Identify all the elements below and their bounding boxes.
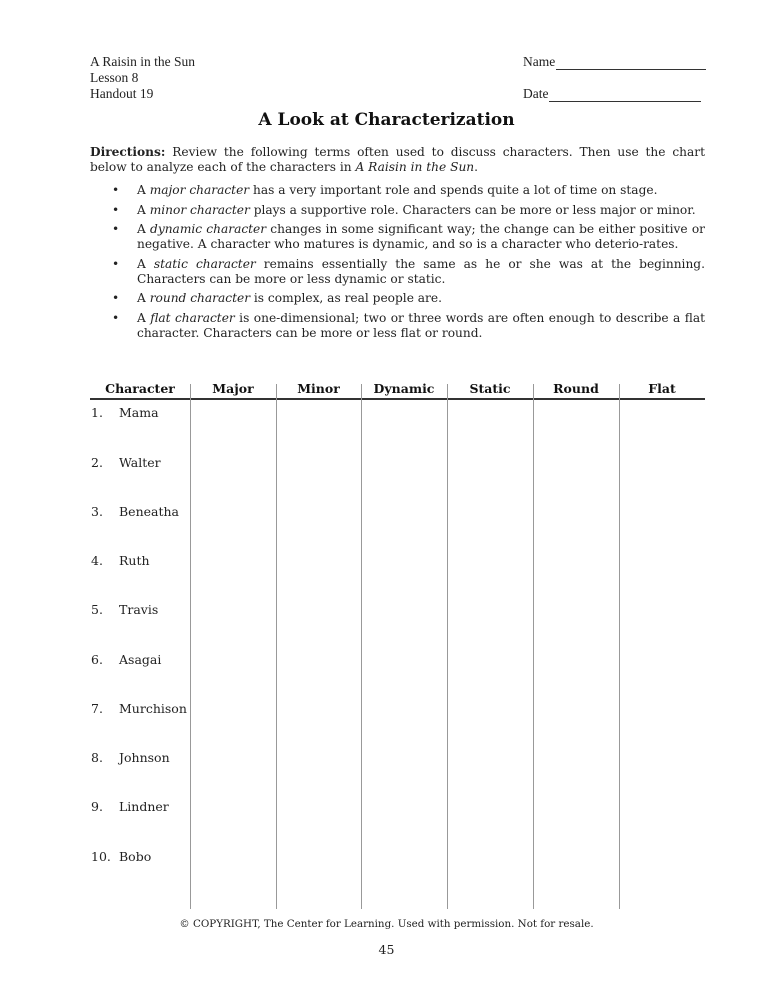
column-divider: [361, 384, 362, 909]
name-date-fields: [523, 54, 706, 102]
character-row-mama: [91, 405, 159, 420]
book-title-italic: A Raisin in the Sun: [355, 160, 475, 174]
row-number: 10.: [91, 849, 111, 864]
handout-label: Handout 19: [90, 86, 154, 101]
page-number: 45: [378, 942, 395, 957]
term: dynamic character: [150, 222, 267, 236]
character-row-travis: [91, 602, 158, 617]
row-number: 2.: [91, 455, 103, 470]
column-divider: [619, 384, 620, 909]
date-field[interactable]: [523, 86, 706, 102]
definition-round: • A round character is complex, as real people are.: [112, 291, 442, 305]
row-number: 4.: [91, 553, 103, 568]
name-blank-line[interactable]: [556, 57, 706, 70]
row-number: 7.: [91, 701, 103, 716]
row-number: 9.: [91, 799, 103, 814]
character-row-bobo: [91, 849, 151, 864]
directions: Directions: Review the following terms often used to discuss characters. Then use the chart below to analyze each of the characters in A Raisin in the Sun.: [90, 145, 705, 174]
row-number: 1.: [91, 405, 103, 420]
page-title: A Look at Characterization: [258, 110, 515, 130]
column-header-flat: Flat: [648, 381, 676, 396]
copyright-footer: © COPYRIGHT, The Center for Learning. Used with permission. Not for resale.: [179, 918, 594, 930]
character-name: Travis: [119, 602, 159, 617]
row-number: 3.: [91, 504, 103, 519]
term: flat character: [150, 310, 235, 325]
directions-label: Directions:: [90, 145, 166, 159]
row-number: 5.: [91, 602, 103, 617]
column-divider: [276, 384, 277, 909]
row-number: 6.: [91, 652, 103, 667]
character-name: Asagai: [119, 652, 162, 667]
column-header-static: Static: [469, 381, 511, 396]
column-header-dynamic: Dynamic: [373, 381, 435, 396]
chart-header-row: [90, 381, 705, 400]
term-definitions: [112, 183, 705, 345]
column-header-major: Major: [212, 381, 254, 396]
character-row-walter: [91, 455, 161, 470]
character-name: Ruth: [119, 553, 150, 568]
definition-static: • A static character remains essentially the same as he or she was at the beginning. Characters can be more or less dynamic or static.: [112, 256, 705, 286]
row-number: 8.: [91, 750, 103, 765]
definition-minor: • A minor character plays a supportive role. Characters can be more or less major or minor.: [112, 202, 696, 217]
character-name: Lindner: [119, 799, 169, 814]
column-divider: [447, 384, 448, 909]
definition-dynamic: • A dynamic character changes in some significant way; the change can be either positive or negative. A character who matures is dynamic, and so is a character who deterio-rates.: [112, 222, 705, 251]
column-header-round: Round: [553, 381, 599, 396]
date-blank-line[interactable]: [549, 89, 701, 102]
definition-flat: • A flat character is one-dimensional; two or three words are often enough to describe a flat character. Characters can be more or less flat or round.: [112, 310, 705, 340]
column-divider: [190, 384, 191, 909]
bullet-icon: •: [112, 183, 120, 197]
term: minor character: [149, 202, 250, 217]
lesson-label: Lesson 8: [90, 70, 139, 85]
bullet-icon: •: [112, 310, 120, 325]
character-row-ruth: [91, 553, 150, 568]
directions-text: Review the following terms often used to discuss characters. Then use the chart below to analyze each of the characters in: [90, 145, 705, 174]
term: static character: [153, 256, 256, 271]
character-row-asagai: [91, 652, 161, 667]
handout-info: [90, 54, 195, 102]
term: major character: [149, 183, 250, 197]
bullet-icon: •: [112, 256, 120, 271]
character-name: Bobo: [119, 849, 152, 864]
name-field[interactable]: [523, 54, 706, 70]
character-row-johnson: [91, 750, 170, 765]
name-label: Name: [523, 54, 556, 69]
character-name: Beneatha: [119, 504, 180, 519]
character-name: Walter: [119, 455, 161, 470]
character-row-murchison: [91, 701, 187, 716]
bullet-icon: •: [112, 291, 120, 305]
column-header-character: Character: [105, 381, 175, 396]
definition-major: • A major character has a very important role and spends quite a lot of time on stage.: [112, 183, 658, 197]
character-row-beneatha: [91, 504, 179, 519]
column-header-minor: Minor: [297, 381, 340, 396]
column-divider: [533, 384, 534, 909]
book-title: A Raisin in the Sun: [90, 54, 196, 69]
character-name: Mama: [119, 405, 159, 420]
character-name: Johnson: [119, 750, 170, 765]
term: round character: [149, 291, 251, 305]
bullet-icon: •: [112, 222, 120, 236]
character-row-lindner: [91, 799, 169, 814]
bullet-icon: •: [112, 202, 120, 217]
character-name: Murchison: [119, 701, 187, 716]
date-label: Date: [523, 86, 549, 101]
